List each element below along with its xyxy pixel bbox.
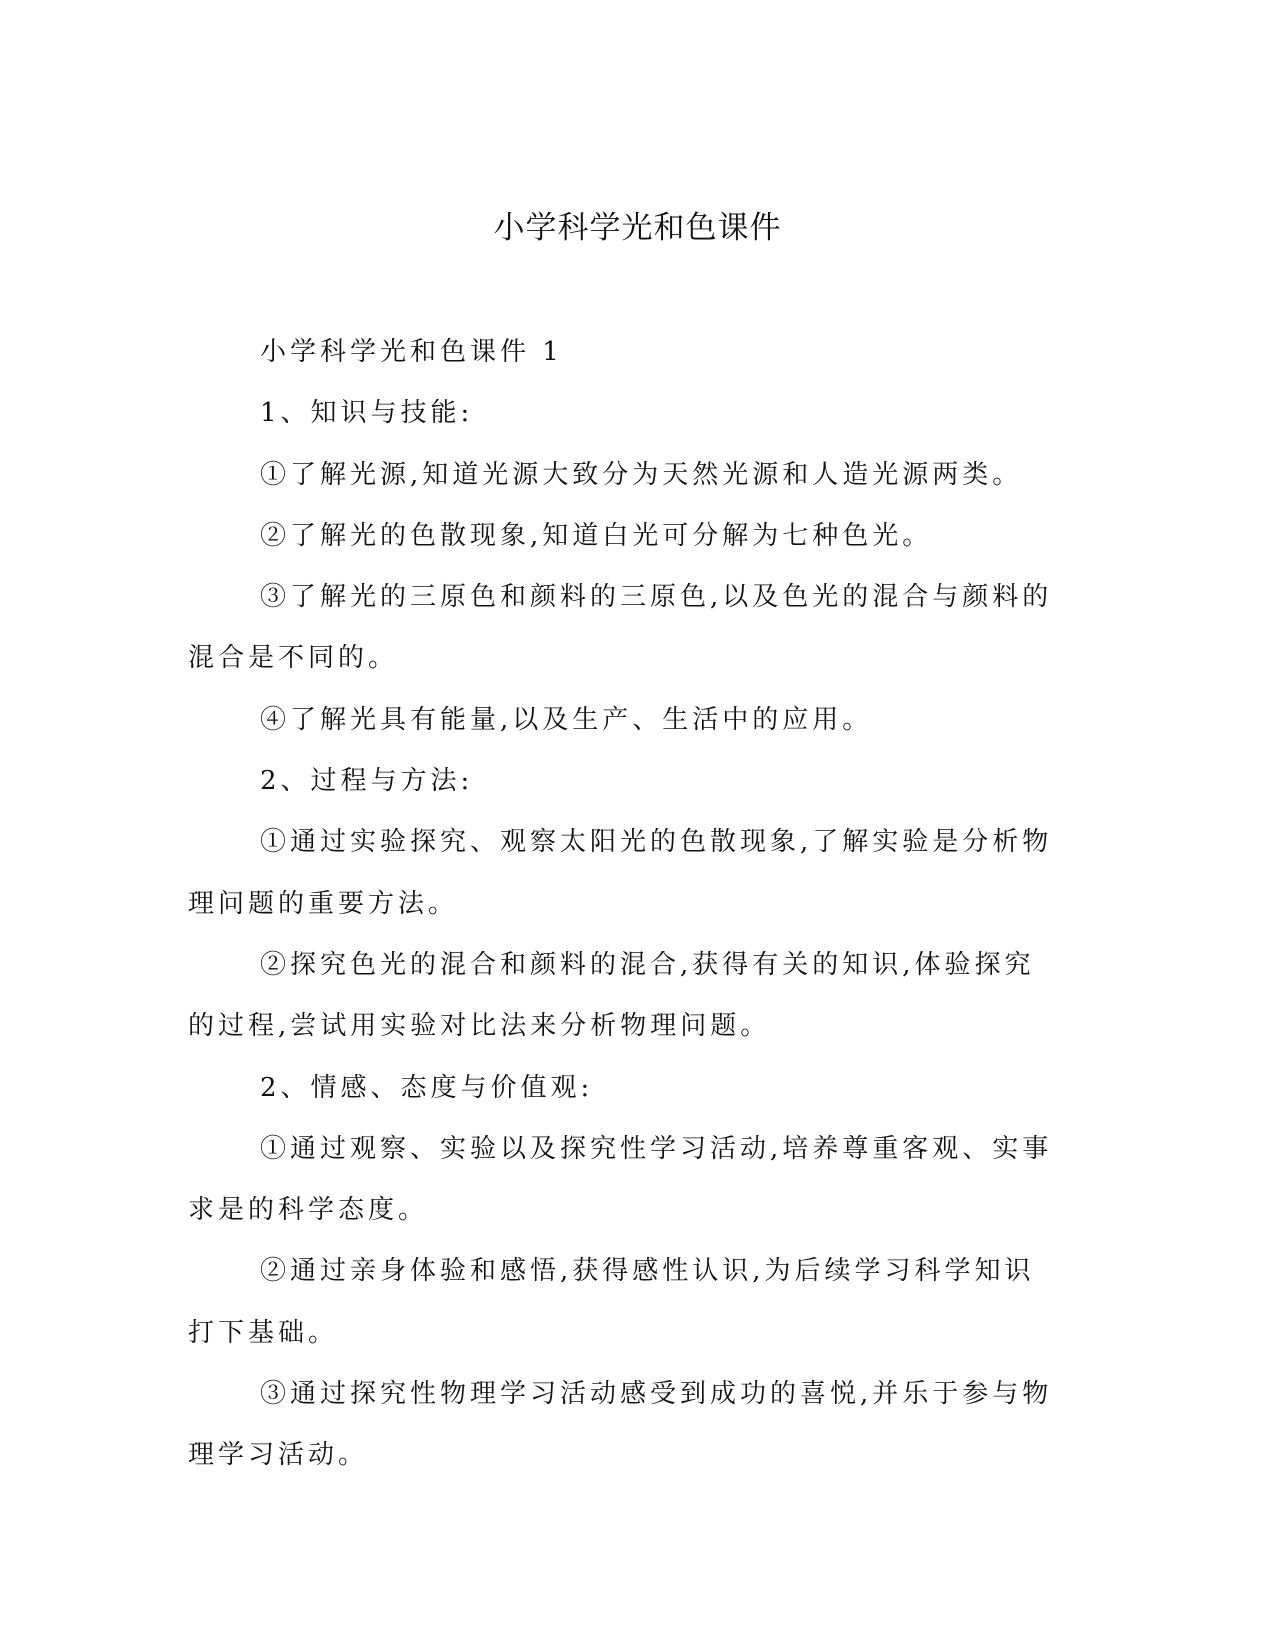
objective-heading-knowledge-skills: 1、知识与技能:: [260, 398, 474, 429]
emotion-item-1: ①通过观察、实验以及探究性学习活动,培养尊重客观、实事求是的科学态度。: [188, 1133, 1053, 1226]
emotion-item-2: ②通过亲身体验和感悟,获得感性认识,为后续学习科学知识打下基础。: [188, 1256, 1035, 1348]
knowledge-item-3: ③了解光的三原色和颜料的三原色,以及色光的混合与颜料的混合是不同的。: [188, 582, 1053, 674]
knowledge-item-2: ②了解光的色散现象,知道白光可分解为七种色光。: [260, 520, 933, 551]
knowledge-item-4: ④了解光具有能量,以及生产、生活中的应用。: [260, 704, 873, 735]
document-title: 小学科学光和色课件: [493, 210, 782, 246]
knowledge-item-1: ①了解光源,知道光源大致分为天然光源和人造光源两类。: [260, 459, 1023, 490]
process-item-1: ①通过实验探究、观察太阳光的色散现象,了解实验是分析物理问题的重要方法。: [188, 827, 1053, 919]
emotion-item-3: ③通过探究性物理学习活动感受到成功的喜悦,并乐于参与物理学习活动。: [188, 1379, 1053, 1471]
objective-heading-process-methods: 2、过程与方法:: [260, 766, 474, 797]
section-heading-courseware-1: 小学科学光和色课件 1: [260, 337, 563, 367]
process-item-2: ②探究色光的混合和颜料的混合,获得有关的知识,体验探究的过程,尝试用实验对比法来分析物理问题。: [188, 949, 1035, 1042]
objective-heading-emotion-values: 2、情感、态度与价值观:: [260, 1072, 594, 1103]
document-body: [188, 322, 1063, 1487]
